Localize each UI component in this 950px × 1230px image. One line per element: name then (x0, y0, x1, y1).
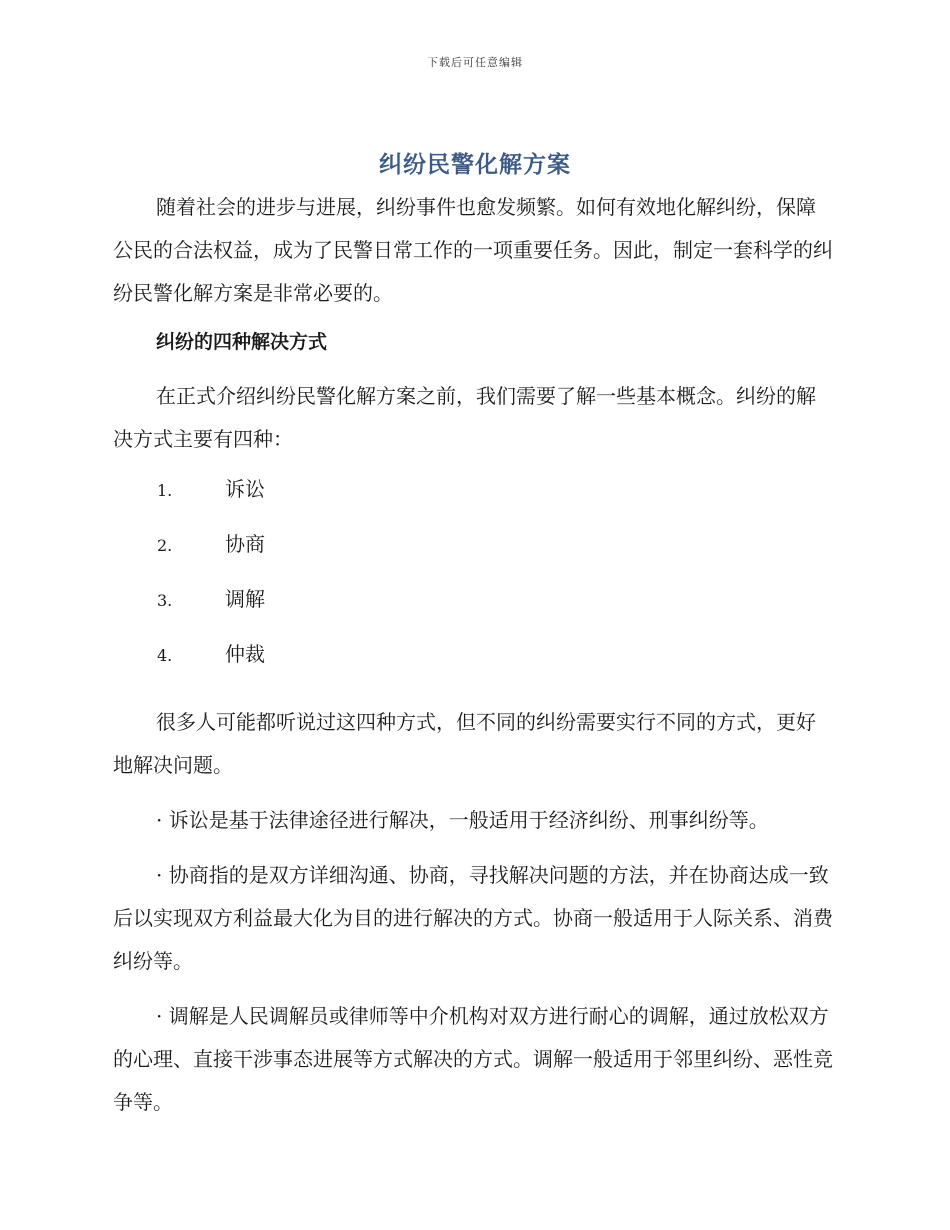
intro-paragraph: 随着社会的进步与进展，纠纷事件也愈发频繁。如何有效地化解纠纷，保障公民的合法权益，成为了民警日常工作的一项重要任务。因此，制定一套科学的纠纷民警化解方案是非常必要的。 (113, 195, 833, 305)
list-item-label: 诉讼 (225, 477, 265, 501)
list-item-label: 协商 (225, 532, 265, 556)
list-item-label: 仲裁 (225, 642, 265, 666)
methods-list (113, 473, 833, 693)
list-item (113, 583, 833, 638)
after-list-paragraph: 很多人可能都听说过这四种方式，但不同的纠纷需要实行不同的方式，更好地解决问题。 (113, 710, 816, 777)
list-item (113, 528, 833, 583)
bullet-mediation: · 调解是人民调解员或律师等中介机构对双方进行耐心的调解，通过放松双方的心理、直接干涉事态进展等方式解决的方式。调解一般适用于邻里纠纷、恶性竞争等。 (113, 1004, 833, 1114)
header-note: 下载后可任意编辑 (427, 56, 523, 69)
bullet-negotiation: · 协商指的是双方详细沟通、协商，寻找解决问题的方法，并在协商达成一致后以实现双方利益最大化为目的进行解决的方式。协商一般适用于人际关系、消费纠纷等。 (113, 863, 833, 973)
document-body (113, 186, 833, 1136)
list-item (113, 638, 833, 693)
list-item-number: 1. (157, 481, 173, 500)
list-item (113, 473, 833, 528)
list-item-number: 2. (157, 536, 173, 555)
list-item-number: 4. (157, 646, 173, 665)
list-item-label: 调解 (225, 587, 265, 611)
document-title: 纠纷民警化解方案 (379, 152, 571, 178)
section-heading: 纠纷的四种解决方式 (156, 331, 328, 353)
bullet-litigation: · 诉讼是基于法律途径进行解决，一般适用于经济纠纷、刑事纠纷等。 (156, 808, 769, 832)
list-item-number: 3. (157, 591, 173, 610)
section-intro-paragraph: 在正式介绍纠纷民警化解方案之前，我们需要了解一些基本概念。纠纷的解决方式主要有四种： (113, 384, 816, 451)
